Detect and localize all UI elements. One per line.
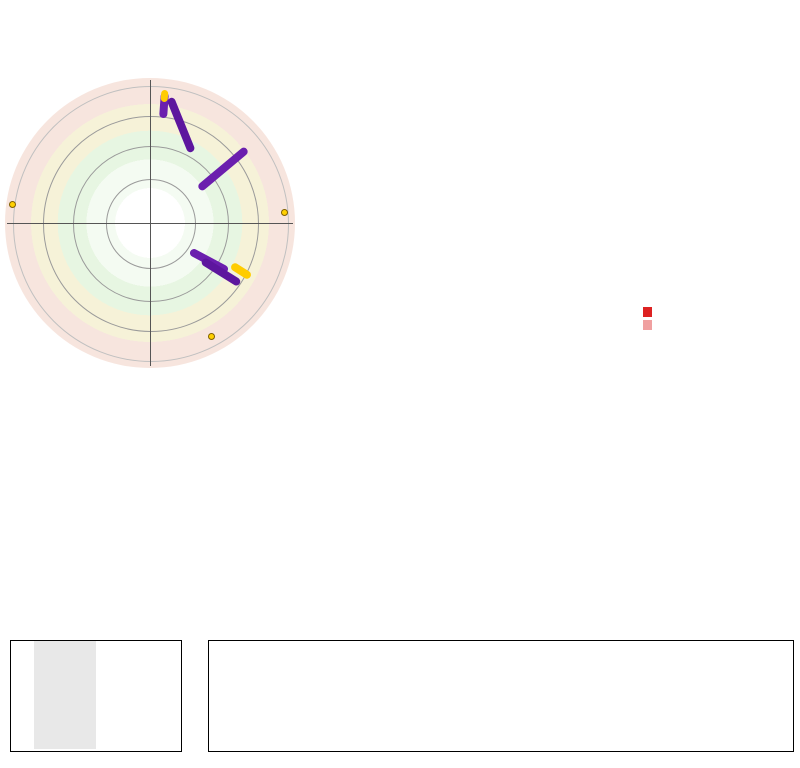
ring-line-4 xyxy=(13,86,289,362)
marker-dot-3 xyxy=(9,201,16,208)
axis-horizontal xyxy=(7,223,293,224)
adjacent-channel-warning-icon xyxy=(643,320,652,330)
marker-dot-2 xyxy=(281,209,288,216)
marker-dot-1 xyxy=(208,333,215,340)
co-channel-warning-icon xyxy=(643,307,652,317)
plot-area-uhf xyxy=(208,640,794,752)
vhf-lo-shade xyxy=(34,641,96,749)
spectrum-chart xyxy=(0,618,800,768)
signal-blob-7 xyxy=(161,90,169,102)
search-criteria xyxy=(10,388,300,406)
polar-plot-panel xyxy=(0,0,310,560)
polar-plot xyxy=(5,78,295,368)
table-legend xyxy=(643,307,796,333)
